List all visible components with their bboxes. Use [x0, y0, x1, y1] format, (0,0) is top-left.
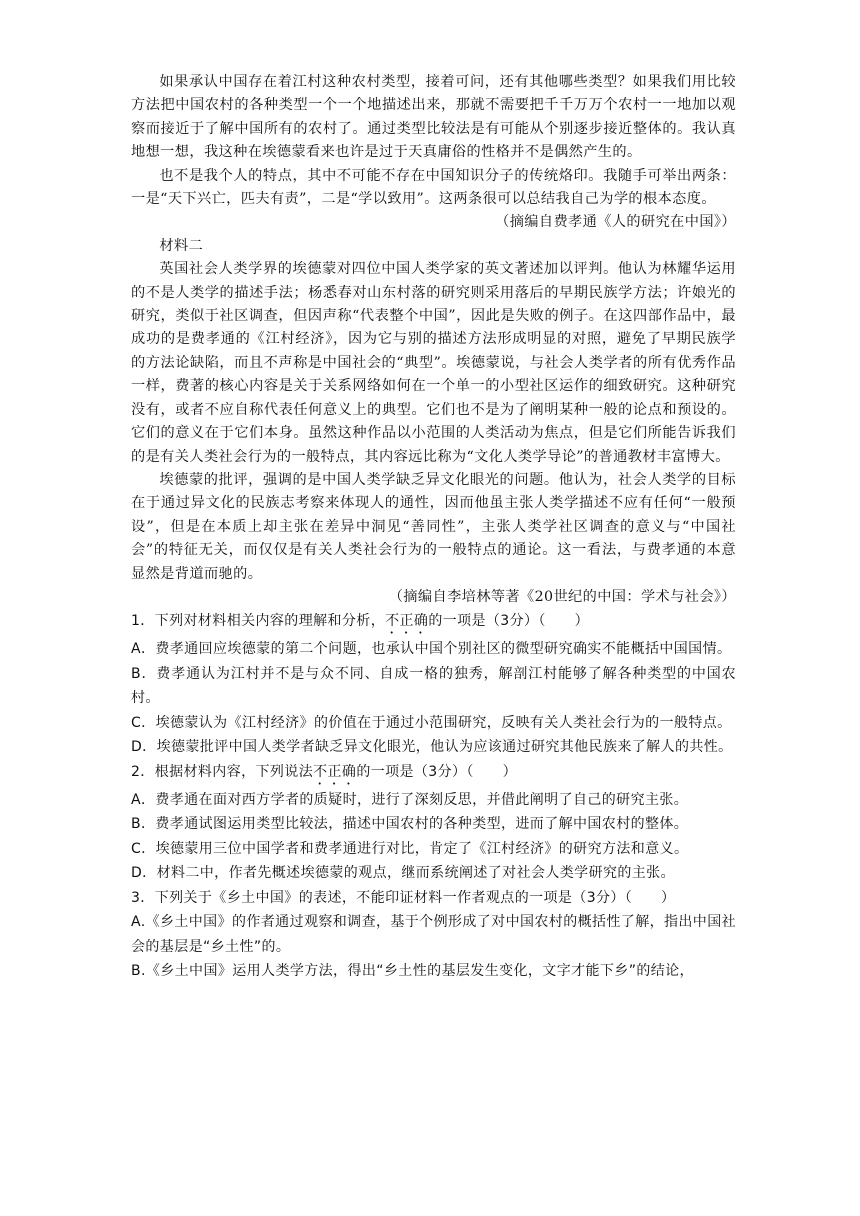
question-1-option-d: D．埃德蒙批评中国人类学者缺乏异文化眼光，他认为应该通过研究其他民族来了解人的共性。: [131, 739, 733, 756]
reading-text: [131, 71, 736, 984]
material1-source: （摘编自费孝通《人的研究在中国》）: [495, 214, 736, 231]
question-2-stem: 2．根据材料内容，下列说法不正确的一项是（3分）（ ）: [131, 763, 518, 780]
emphasis-mark: 不正确: [385, 613, 429, 630]
material2-label: 材料二: [159, 237, 204, 254]
material1-paragraph-1: 如果承认中国存在着江村这种农村类型，接着可问，还有其他哪些类型？如果我们用比较方法把中国农村的各种类型一个一个地描述出来，那就不需要把千千万万个农村一一地加以观察而接近于了解中国所有的农村了。通过类型比较法是有可能从个别逐步接近整体的。我认真地想一想，我这种在埃德蒙看来也许是过于天真庸俗的性格并不是偶然产生的。: [131, 74, 736, 161]
question-3-stem: 3．下列关于《乡土中国》的表述，不能印证材料一作者观点的一项是（3分）（ ）: [131, 889, 676, 906]
question-2-option-c: C．埃德蒙用三位中国学者和费孝通进行对比，肯定了《江村经济》的研究方法和意义。: [131, 840, 689, 857]
question-1-option-a: A．费孝通回应埃德蒙的第二个问题，也承认中国个别社区的微型研究确实不能概括中国国情。: [131, 641, 732, 658]
question-3-option-b: B.《乡土中国》运用人类学方法，得出“乡土性的基层发生变化，文字才能下乡”的结论，: [131, 963, 694, 980]
question-3-option-a: A.《乡土中国》的作者通过观察和调查，基于个例形成了对中国农村的概括性了解，指出中国社会的基层是“乡土性”的。: [131, 914, 736, 955]
question-2-option-b: B．费孝通试图运用类型比较法，描述中国农村的各种类型，进而了解中国农村的整体。: [131, 816, 689, 833]
material2-source: （摘编自李培林等著《20世纪的中国：学术与社会》）: [388, 588, 736, 605]
emphasis-mark: 不正确: [313, 763, 357, 780]
material1-paragraph-2: 也不是我个人的特点，其中不可能不存在中国知识分子的传统烙印。我随手可举出两条：一是“天下兴亡，匹夫有责”，二是“学以致用”。这两条很可以总结我自己为学的根本态度。: [131, 167, 736, 208]
question-2-option-d: D．材料二中，作者先概述埃德蒙的观点，继而系统阐述了对社会人类学研究的主张。: [131, 865, 675, 882]
material2-paragraph-1: 英国社会人类学界的埃德蒙对四位中国人类学家的英文著述加以评判。他认为林耀华运用的不是人类学的描述手法；杨悉春对山东村落的研究则采用落后的早期民族学方法；许娘光的研究，类似于社区调查，但因声称“代表整个中国”，因此是失败的例子。在这四部作品中，最成功的是费孝通的《江村经济》，因为它与别的描述方法形成明显的对照，避免了早期民族学的方法论缺陷，而且不声称是中国社会的“典型”。埃德蒙说，与社会人类学者的所有优秀作品一样，费著的核心内容是关于关系网络如何在一个单一的小型社区运作的细致研究。这种研究没有，或者不应自称代表任何意义上的典型。它们也不是为了阐明某种一般的论点和预设的。它们的意义在于它们本身。虽然这种作品以小范围的人类活动为焦点，但是它们所能告诉我们的是有关人类社会行为的一般特点，其内容远比称为“文化人类学导论”的普通教材丰富博大。: [131, 261, 736, 465]
material2-paragraph-2: 埃德蒙的批评，强调的是中国人类学缺乏异文化眼光的问题。他认为，社会人类学的目标在于通过异文化的民族志考察来体现人的通性，因而他虽主张人类学描述不应有任何“一般预设”，但是在本质上却主张在差异中洞见“善同性”，主张人类学社区调查的意义与“中国社会”的特征无关，而仅仅是有关人类社会行为的一般特点的通论。这一看法，与费孝通的本意显然是背道而驰的。: [131, 471, 736, 582]
question-1-option-c: C．埃德蒙认为《江村经济》的价值在于通过小范围研究，反映有关人类社会行为的一般特点。: [131, 714, 732, 731]
question-1-stem: 1．下列对材料相关内容的理解和分析，不正确的一项是（3分）（ ）: [131, 613, 590, 630]
question-1-option-b: B．费孝通认为江村并不是与众不同、自成一格的独秀，解剖江村能够了解各种类型的中国农村。: [131, 665, 736, 707]
question-2-option-a: A．费孝通在面对西方学者的质疑时，进行了深刻反思，并借此阐明了自己的研究主张。: [131, 791, 689, 808]
